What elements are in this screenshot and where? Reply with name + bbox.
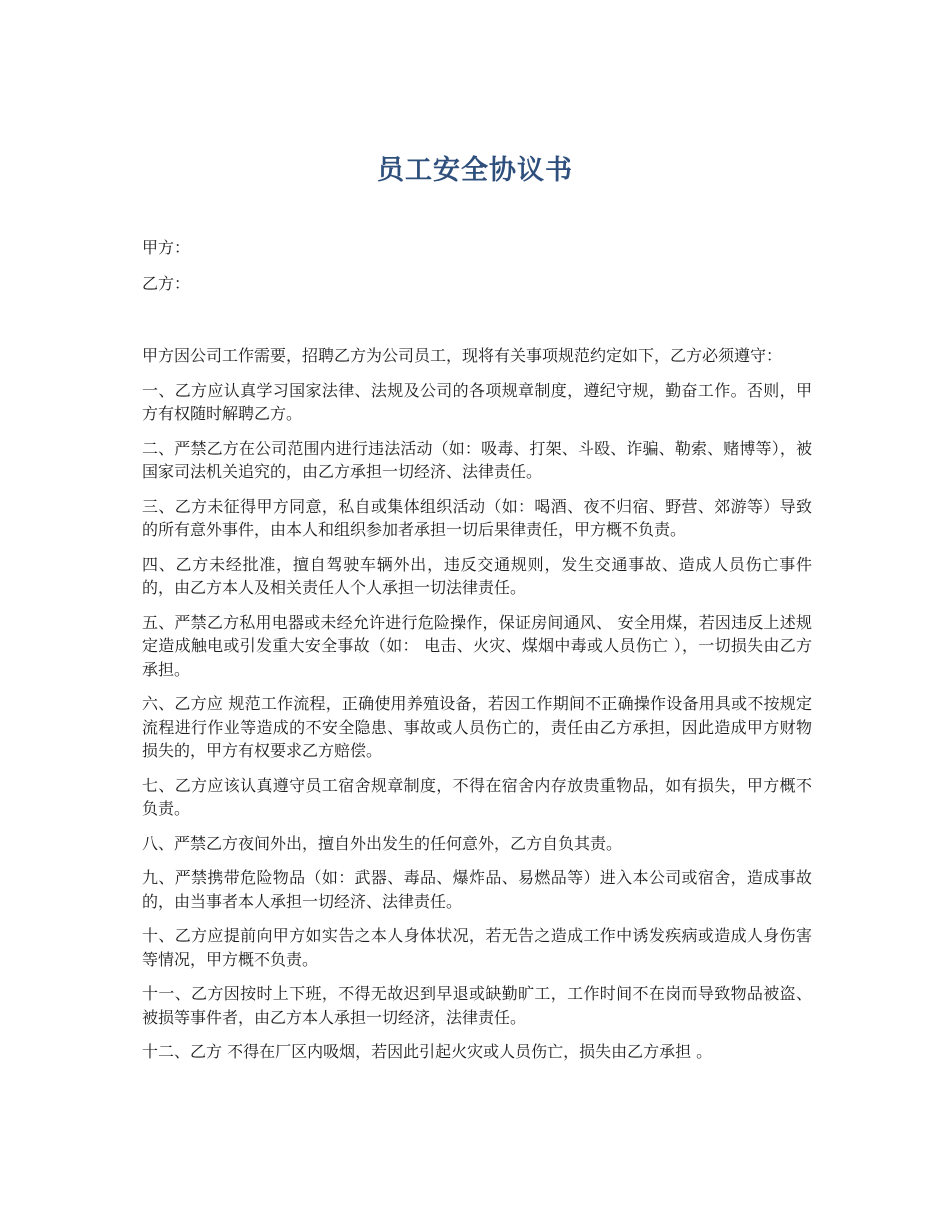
- party-a-label: 甲方：: [142, 238, 191, 257]
- agreement-body: [142, 344, 812, 1075]
- clause-10: 十、乙方应提前向甲方如实告之本人身体状况，若无告之造成工作中诱发疾病或造成人身伤害等情况，甲方概不负责。: [142, 926, 812, 969]
- clause-7: 七、乙方应该认真遵守员工宿舍规章制度，不得在宿舍内存放贵重物品，如有损失，甲方概不负责。: [142, 775, 812, 818]
- clause-2: 二、严禁乙方在公司范围内进行违法活动（如：吸毒、打架、斗殴、诈骗、勒索、赌博等），被国家司法机关追究的，由乙方承担一切经济、法律责任。: [142, 438, 812, 481]
- clause-5: 五、严禁乙方私用电器或未经允许进行危险操作，保证房间通风、 安全用煤，若因违反上述规定造成触电或引发重大安全事故（如： 电击、火灾、煤烟中毒或人员伤亡 ），一切损失由乙方承担。: [142, 612, 812, 679]
- clause-11: 十一、乙方因按时上下班，不得无故迟到早退或缺勤旷工，工作时间不在岗而导致物品被盗、被损等事件者，由乙方本人承担一切经济，法律责任。: [142, 984, 812, 1027]
- intro-paragraph: 甲方因公司工作需要，招聘乙方为公司员工，现将有关事项规范约定如下，乙方必须遵守：: [142, 346, 783, 365]
- clause-1: 一、乙方应认真学习国家法律、法规及公司的各项规章制度，遵纪守规，勤奋工作。否则，甲方有权随时解聘乙方。: [142, 380, 812, 423]
- clause-8: 八、严禁乙方夜间外出，擅自外出发生的任何意外，乙方自负其责。: [142, 833, 623, 853]
- clause-3: 三、乙方未征得甲方同意，私自或集体组织活动（如：喝酒、夜不归宿、野营、郊游等）导致的所有意外事件，由本人和组织参加者承担一切后果律责任，甲方概不负责。: [142, 496, 812, 539]
- party-b-label: 乙方：: [142, 274, 191, 293]
- clause-4: 四、乙方未经批准，擅自驾驶车辆外出，违反交通规则，发生交通事故、造成人员伤亡事件的，由乙方本人及相关责任人个人承担一切法律责任。: [142, 554, 812, 597]
- clause-12: 十二、乙方 不得在厂区内吸烟，若因此引起火灾或人员伤亡，损失由乙方承担 。: [142, 1042, 713, 1061]
- clause-9: 九、严禁携带危险物品（如：武器、毒品、爆炸品、易燃品等）进入本公司或宿舍，造成事故的，由当事者本人承担一切经济、法律责任。: [142, 868, 812, 911]
- document-title: 员工安全协议书: [377, 155, 573, 186]
- clause-6: 六、乙方应 规范工作流程，正确使用养殖设备，若因工作期间不正确操作设备用具或不按规定流程进行作业等造成的不安全隐患、事故或人员伤亡的，责任由乙方承担，因此造成甲方财物损失的，甲方有权要求乙方赔偿。: [142, 694, 812, 760]
